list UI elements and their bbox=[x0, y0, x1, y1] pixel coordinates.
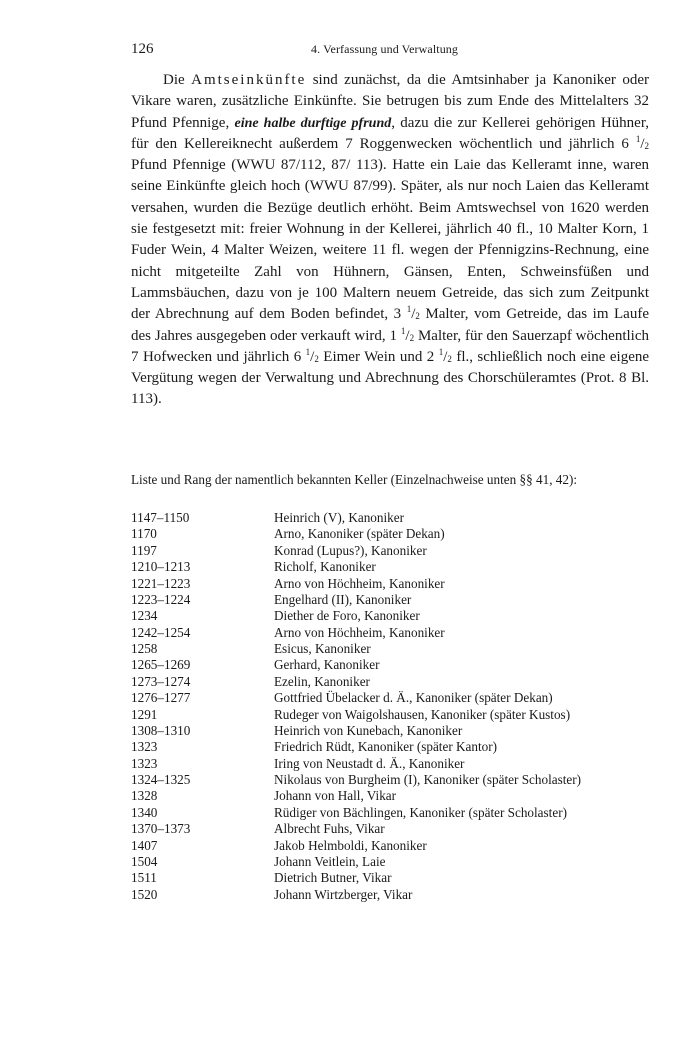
list-item bbox=[131, 805, 671, 821]
list-item bbox=[131, 887, 671, 903]
list-item-name: Arno von Höchheim, Kanoniker bbox=[274, 575, 445, 591]
list-item-name: Arno von Höchheim, Kanoniker bbox=[274, 624, 445, 640]
list-item-years: 1221–1223 bbox=[131, 575, 191, 591]
list-item-name: Engelhard (II), Kanoniker bbox=[274, 591, 412, 607]
list-item bbox=[131, 641, 671, 657]
quoted-phrase: eine halbe durftige pfrund bbox=[234, 115, 392, 131]
list-item-name: Konrad (Lupus?), Kanoniker bbox=[274, 542, 427, 558]
list-item-name: Rüdiger von Bächlingen, Kanoniker (später Scholaster) bbox=[274, 804, 567, 820]
list-item-years: 1210–1213 bbox=[131, 559, 191, 575]
fraction: 1 $^1/_2$ bbox=[389, 325, 415, 344]
list-item-name: Dietrich Butner, Vikar bbox=[274, 870, 392, 886]
list-item bbox=[131, 838, 671, 854]
list-item-name: Ezelin, Kanoniker bbox=[274, 673, 370, 689]
list-item-name: Heinrich von Kunebach, Kanoniker bbox=[274, 722, 463, 738]
list-item-years: 1223–1224 bbox=[131, 591, 191, 607]
list-item-years: 1291 bbox=[131, 706, 158, 722]
page-header bbox=[131, 41, 649, 61]
list-item bbox=[131, 707, 671, 723]
spaced-term: Amtseinkünfte bbox=[191, 72, 307, 88]
list-item bbox=[131, 592, 671, 608]
list-item bbox=[131, 510, 671, 526]
list-item bbox=[131, 870, 671, 886]
list-item bbox=[131, 756, 671, 772]
keller-list bbox=[131, 510, 671, 903]
fraction: 3 $^1/_2$ bbox=[393, 304, 420, 323]
list-item-years: 1511 bbox=[131, 870, 157, 886]
list-item-name: Friedrich Rüdt, Kanoniker (später Kantor) bbox=[274, 739, 498, 755]
list-item bbox=[131, 559, 671, 575]
list-item bbox=[131, 690, 671, 706]
list-item-name: Albrecht Fuhs, Vikar bbox=[274, 821, 385, 837]
list-item-name: Esicus, Kanoniker bbox=[274, 641, 371, 656]
list-item-name: Gerhard, Kanoniker bbox=[274, 657, 380, 673]
list-item-years: 1328 bbox=[131, 788, 158, 804]
list-item bbox=[131, 739, 671, 755]
list-item-name: Jakob Helmboldi, Kanoniker bbox=[274, 837, 427, 853]
list-item-name: Johann Wirtzberger, Vikar bbox=[274, 886, 413, 902]
list-item-years: 1324–1325 bbox=[131, 772, 191, 787]
list-item-years: 1197 bbox=[131, 542, 157, 558]
list-item bbox=[131, 854, 671, 870]
list-item-years: 1258 bbox=[131, 641, 158, 656]
page-number: 126 bbox=[131, 41, 154, 57]
list-item-name: Diether de Foro, Kanoniker bbox=[274, 608, 420, 624]
list-item bbox=[131, 608, 671, 624]
list-item-years: 1265–1269 bbox=[131, 657, 191, 673]
list-item-years: 1340 bbox=[131, 804, 158, 820]
list-item-years: 1170 bbox=[131, 526, 157, 542]
list-item-name: Iring von Neustadt d. Ä., Kanoniker bbox=[274, 755, 465, 771]
list-item-name: Richolf, Kanoniker bbox=[274, 559, 376, 575]
list-item-name: Johann Veitlein, Laie bbox=[274, 853, 386, 869]
paragraph-text: Die Amtseinkünfte sind zunächst, da die Amtsinhaber ja Kanoniker oder Vikare waren, zusätzliche Einkünfte. Sie betrugen bis zum Ende des Mittelalters 32 Pfund Pfennige, eine halbe durftige pfrund, dazu die zur Kellerei gehörigen Hühner, für den Kellereiknecht außerdem 7 Roggenwecken wöchentlich und jährlich 6 $^1/_2$ Pfund Pfennige (WWU 87/112, 87/ 113). Hatte ein Laie das Kelleramt inne, waren seine Einkünfte gleich hoch (WWU 87/99). Später, als nur noch Laien das Kelleramt versahen, wurden die Bezüge deutlich erhöht. Beim Amtswechsel von 1620 werden sie festgesetzt mit: freier Wohnung in der Kellerei, jährlich 40 fl., 10 Malter Korn, 1 Fuder Wein, 4 Malter Weizen, weitere 11 fl. wegen der Pfennigzins-Rechnung, eine nicht mitgeteilte Zahl von Hühnern, Gänsen, Enten, Schweinsfüßen und Lammsbäuchen, dazu von je 100 Maltern neuem Getreide, das sich zum Zeitpunkt der Abrechnung auf dem Boden befindet, 3 $^1/_2$ Malter, vom Getreide, das im Laufe des Jahres ausgegeben oder verkauft wird, 1 $^1/_2$ Malter, für den Sauerzapf wöchentlich 7 Hofwecken und jährlich 6 $^1/_2$ Eimer Wein und 2 $^1/_2$ fl., schließlich noch eine eigene Vergütung wegen der Verwaltung und Abrechnung des Chorschüleramtes (Prot. 8 Bl. 113). bbox=[131, 72, 650, 408]
list-item-years: 1323 bbox=[131, 739, 158, 755]
list-item bbox=[131, 821, 671, 837]
list-item bbox=[131, 625, 671, 641]
fraction: 2 $^1/_2$ bbox=[426, 346, 452, 365]
list-item-years: 1504 bbox=[131, 853, 158, 869]
list-item-name: Heinrich (V), Kanoniker bbox=[274, 510, 404, 525]
list-item-years: 1234 bbox=[131, 608, 158, 624]
list-item-years: 1147–1150 bbox=[131, 510, 190, 525]
list-item-name: Gottfried Übelacker d. Ä., Kanoniker (später Dekan) bbox=[274, 690, 553, 706]
list-item bbox=[131, 576, 671, 592]
list-item bbox=[131, 657, 671, 673]
list-item-years: 1273–1274 bbox=[131, 673, 191, 689]
list-item-years: 1276–1277 bbox=[131, 690, 191, 706]
fraction: 6 $^1/_2$ bbox=[293, 346, 319, 365]
list-item-years: 1308–1310 bbox=[131, 722, 191, 738]
list-item-name: Johann von Hall, Vikar bbox=[274, 788, 397, 804]
list-item-years: 1520 bbox=[131, 886, 158, 902]
running-head: 4. Verfassung und Verwaltung bbox=[311, 42, 459, 56]
list-item-name: Arno, Kanoniker (später Dekan) bbox=[274, 526, 445, 542]
list-item bbox=[131, 674, 671, 690]
list-item-name: Nikolaus von Burgheim (I), Kanoniker (später Scholaster) bbox=[274, 772, 582, 787]
list-item bbox=[131, 788, 671, 804]
list-item-years: 1370–1373 bbox=[131, 821, 191, 837]
list-item bbox=[131, 543, 671, 559]
list-item bbox=[131, 526, 671, 542]
list-item bbox=[131, 772, 671, 788]
list-item-years: 1242–1254 bbox=[131, 624, 191, 640]
list-item bbox=[131, 723, 671, 739]
body-paragraph bbox=[131, 70, 649, 411]
list-intro: Liste und Rang der namentlich bekannten Keller (Einzelnachweise unten §§ 41, 42): bbox=[131, 472, 578, 487]
list-item-years: 1323 bbox=[131, 755, 158, 771]
list-item-name: Rudeger von Waigolshausen, Kanoniker (später Kustos) bbox=[274, 706, 571, 722]
fraction: 6 $^1/_2$ bbox=[621, 133, 649, 152]
list-item-years: 1407 bbox=[131, 837, 158, 853]
